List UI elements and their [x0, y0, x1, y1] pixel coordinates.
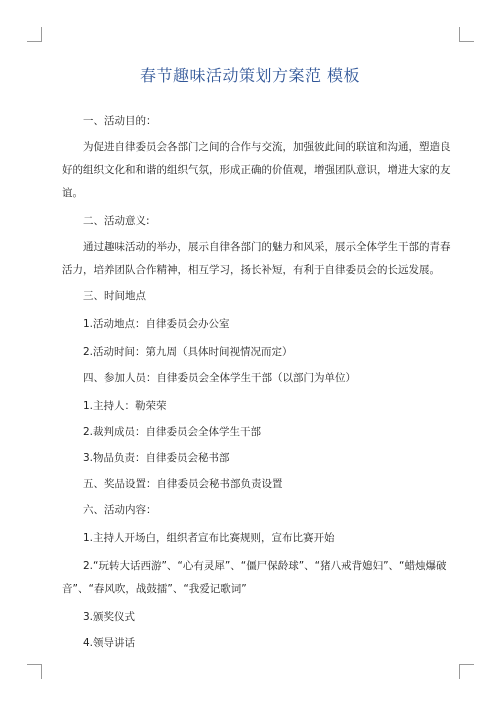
paragraph-significance — [62, 236, 451, 282]
crop-mark-top-left — [27, 27, 42, 42]
paragraph-line: 为促进自律委员会各部门之间的合作与交流，加强彼此间的联谊和沟通，塑造良 — [83, 141, 451, 153]
list-item: 2.裁判成员：自律委员会全体学生干部 — [83, 426, 262, 438]
section-heading-participants: 四、参加人员：自律委员会全体学生干部（以部门为单位） — [83, 372, 356, 384]
paragraph-line: 通过趣味活动的举办，展示自律各部门的魅力和风采，展示全体学生干部的青春 — [83, 241, 451, 253]
list-item-line: 2.“玩转大话西游”、“心有灵犀”、“僵尸保龄球”、“猪八戒背媳妇”、“蜡烛爆破 — [83, 560, 447, 572]
list-item: 3.颁奖仪式 — [83, 611, 136, 623]
section-heading-time-place: 三、时间地点 — [83, 290, 146, 302]
list-item: 2.活动时间：第九周（具体时间视情况而定） — [83, 346, 293, 358]
paragraph-line: 活力，培养团队合作精神，相互学习，扬长补短，有利于自律委员会的长远发展。 — [62, 264, 440, 276]
paragraph-line: 好的组织文化和和谐的组织气氛，形成正确的价值观，增强团队意识，增进大家的友 — [62, 164, 451, 176]
paragraph-purpose — [62, 136, 451, 205]
crop-mark-top-right — [459, 27, 474, 42]
list-item: 4.领导讲话 — [83, 637, 136, 649]
list-item-line: 音”、“春风吹，战鼓擂”、“我爱记歌词” — [62, 583, 247, 595]
document-body — [62, 110, 451, 655]
list-item: 3.物品负责：自律委员会秘书部 — [83, 452, 230, 464]
section-heading-prizes: 五、奖品设置：自律委员会秘书部负责设置 — [83, 478, 283, 490]
paragraph-line: 谊。 — [62, 187, 83, 199]
crop-mark-bottom-right — [459, 664, 474, 679]
section-heading-content: 六、活动内容： — [83, 504, 157, 516]
list-item: 1.主持人开场白，组织者宣布比赛规则，宣布比赛开始 — [83, 532, 335, 544]
document-title: 春节趣味活动策划方案范 模板 — [139, 66, 361, 85]
list-item: 1.活动地点：自律委员会办公室 — [83, 318, 230, 330]
list-item: 1.主持人：勒荣荣 — [83, 400, 167, 412]
crop-mark-bottom-left — [27, 664, 42, 679]
list-item — [62, 555, 447, 601]
section-heading-purpose: 一、活动目的： — [83, 115, 157, 127]
section-heading-significance: 二、活动意义: — [83, 215, 150, 227]
